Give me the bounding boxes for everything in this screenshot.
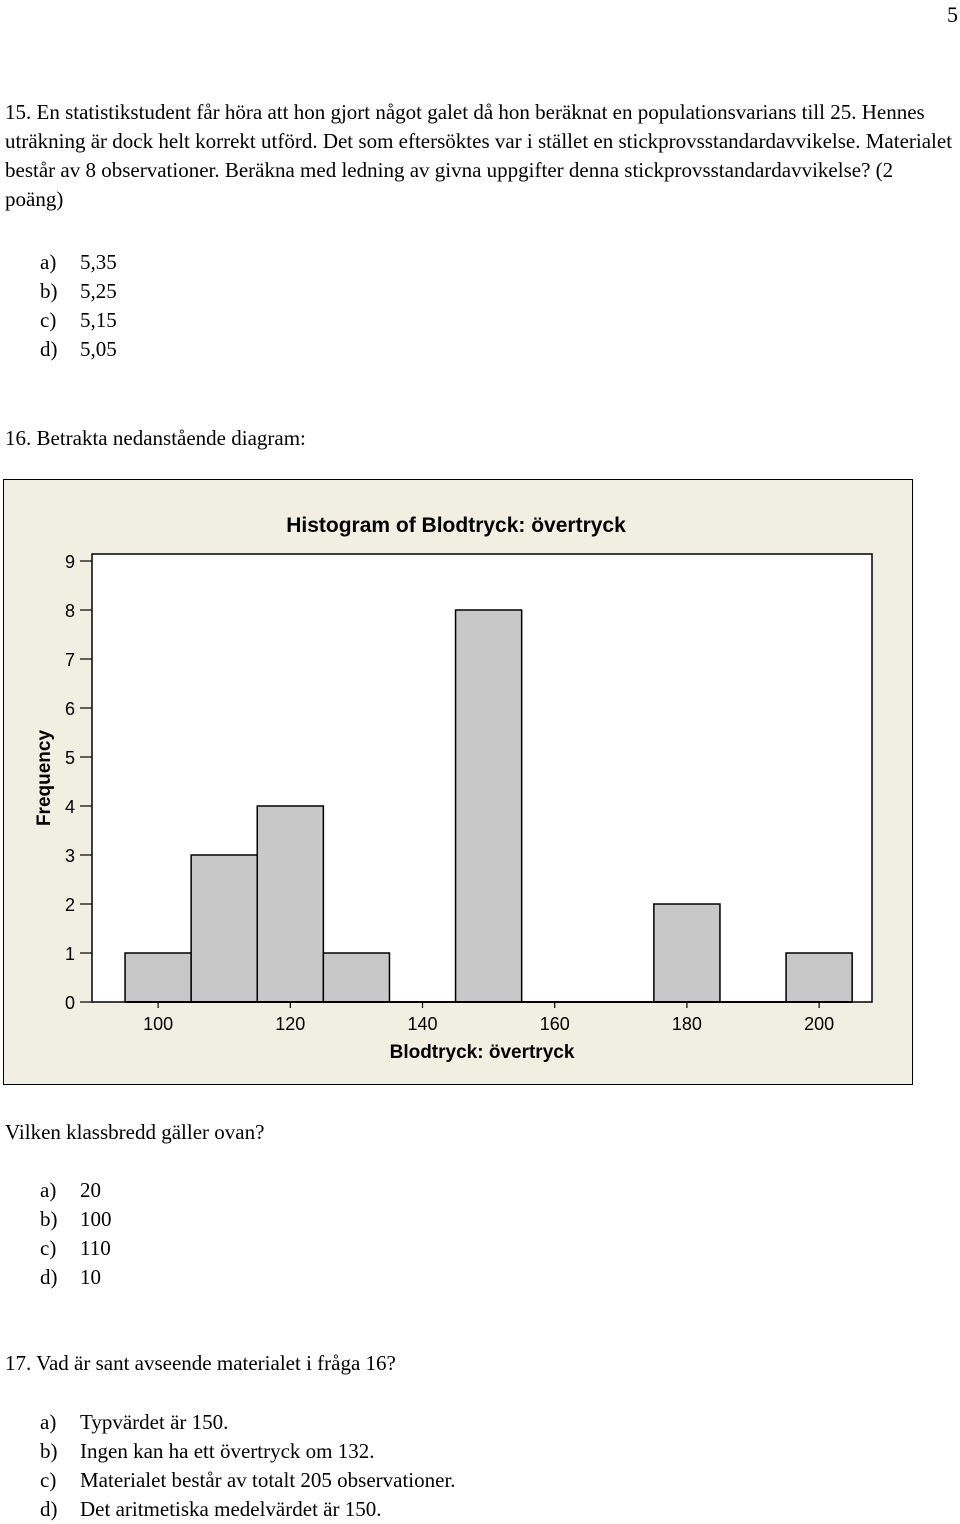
y-tick-label: 7 (64, 650, 75, 670)
y-tick-label: 8 (64, 601, 75, 621)
chart-title: Histogram of Blodtryck: övertryck (286, 514, 626, 537)
x-axis (143, 1002, 834, 1034)
x-tick-label: 160 (539, 1014, 570, 1034)
question-16-prompt: Vilken klassbredd gäller ovan? (5, 1120, 265, 1144)
page-number: 5 (947, 2, 958, 27)
option-item (40, 1495, 456, 1524)
option-label: c) (40, 308, 57, 332)
option-label: b) (40, 1439, 58, 1463)
option-text: 5,15 (80, 308, 117, 332)
y-axis (65, 552, 92, 1013)
y-tick-label: 9 (64, 552, 75, 572)
y-tick-label: 0 (64, 993, 75, 1013)
option-label: d) (40, 1497, 58, 1521)
option-text: 5,25 (80, 279, 117, 303)
y-tick-label: 6 (64, 699, 75, 719)
histogram-bar (125, 953, 191, 1002)
histogram-svg (4, 480, 914, 1086)
option-item (40, 335, 117, 364)
option-text: 110 (80, 1236, 111, 1260)
option-item (40, 306, 117, 335)
option-item (40, 1437, 456, 1466)
option-label: d) (40, 1265, 58, 1289)
option-text: 10 (80, 1265, 101, 1289)
y-tick-label: 2 (64, 895, 75, 915)
option-text: Materialet består av totalt 205 observationer. (80, 1468, 456, 1492)
option-label: b) (40, 1207, 58, 1231)
y-tick-label: 3 (64, 846, 75, 866)
option-item (40, 1234, 112, 1263)
option-text: 100 (80, 1207, 112, 1231)
option-item (40, 1263, 112, 1292)
histogram-bar (456, 610, 522, 1002)
option-item (40, 1408, 456, 1437)
x-tick-label: 140 (407, 1014, 438, 1034)
question-17-text: 17. Vad är sant avseende materialet i fråga 16? (5, 1351, 396, 1375)
x-tick-label: 180 (671, 1014, 702, 1034)
option-label: a) (40, 1178, 57, 1202)
y-tick-label: 1 (64, 944, 75, 964)
histogram-bar (654, 904, 720, 1002)
option-label: d) (40, 337, 58, 361)
option-label: b) (40, 279, 58, 303)
histogram-bar (191, 855, 257, 1002)
question-16-options (40, 1176, 112, 1292)
option-label: c) (40, 1468, 57, 1492)
question-17-options (40, 1408, 456, 1524)
option-text: 5,35 (80, 250, 117, 274)
x-tick-label: 100 (143, 1014, 174, 1034)
option-text: Ingen kan ha ett övertryck om 132. (80, 1439, 375, 1463)
option-label: c) (40, 1236, 57, 1260)
x-tick-label: 120 (275, 1014, 306, 1034)
option-item (40, 248, 117, 277)
option-item (40, 277, 117, 306)
y-axis-label: Frequency (34, 729, 55, 827)
y-tick-label: 5 (64, 748, 75, 768)
histogram-bar (323, 953, 389, 1002)
option-item (40, 1466, 456, 1495)
question-15-text: 15. En statistikstudent får höra att hon gjort något galet då hon beräknat en populationsvarians till 25. Hennes uträkning är dock helt korrekt utförd. Det som eftersöktes var i stället en stickprovsstandardavvikelse. Materialet består av 8 observationer. Beräkna med ledning av givna uppgifter denna stickprovsstandardavvikelse? (2 poäng) (5, 100, 953, 211)
option-item (40, 1205, 112, 1234)
option-text: 20 (80, 1178, 101, 1202)
question-16-text: 16. Betrakta nedanstående diagram: (5, 426, 306, 450)
option-label: a) (40, 1410, 57, 1434)
histogram-chart (3, 479, 913, 1085)
option-text: 5,05 (80, 337, 117, 361)
option-text: Det aritmetiska medelvärdet är 150. (80, 1497, 382, 1521)
option-text: Typvärdet är 150. (80, 1410, 229, 1434)
y-tick-label: 4 (64, 797, 75, 817)
option-item (40, 1176, 112, 1205)
histogram-bar (257, 806, 323, 1002)
histogram-bar (786, 953, 852, 1002)
option-label: a) (40, 250, 57, 274)
question-15-options (40, 248, 117, 364)
x-axis-label: Blodtryck: övertryck (389, 1042, 575, 1063)
x-tick-label: 200 (804, 1014, 835, 1034)
